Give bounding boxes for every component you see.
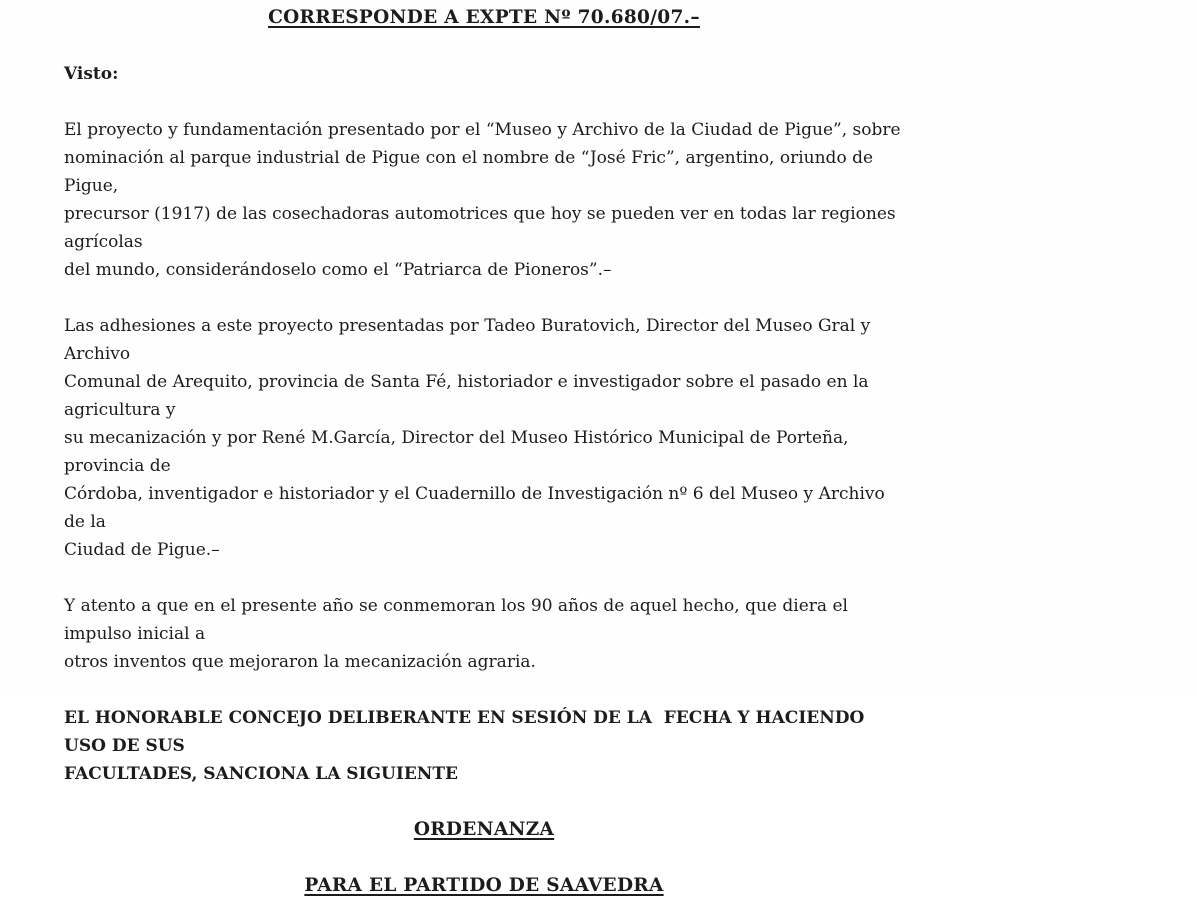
paragraph-aniversario xyxy=(64,592,904,676)
resolution-clause xyxy=(64,704,904,788)
paragraph-adhesiones xyxy=(64,312,904,564)
resolution-line: FACULTADES, SANCIONA LA SIGUIENTE xyxy=(64,764,458,784)
paragraph-proyecto xyxy=(64,116,904,284)
visto-label: Visto: xyxy=(64,64,119,84)
paragraph-line: su mecanización y por René M.García, Director del Museo Histórico Municipal de Porteña, provincia de xyxy=(64,428,854,476)
paragraph-line: precursor (1917) de las cosechadoras automotrices que hoy se pueden ver en todas lar regiones agrícolas xyxy=(64,204,902,252)
document-header-title: CORRESPONDE A EXPTE Nº 70.680/07.– xyxy=(268,7,700,28)
paragraph-line: Y atento a que en el presente año se conmemoran los 90 años de aquel hecho, que diera el impulso inicial a xyxy=(64,596,854,644)
paragraph-line: Las adhesiones a este proyecto presentadas por Tadeo Buratovich, Director del Museo Gral y Archivo xyxy=(64,316,876,364)
paragraph-line: Ciudad de Pigue.– xyxy=(64,540,220,560)
paragraph-line: nominación al parque industrial de Pigue con el nombre de “José Fric”, argentino, oriundo de Pigue, xyxy=(64,148,879,196)
partido-subtitle: PARA EL PARTIDO DE SAAVEDRA xyxy=(304,875,664,896)
resolution-line: EL HONORABLE CONCEJO DELIBERANTE EN SESIÓN DE LA FECHA Y HACIENDO USO DE SUS xyxy=(64,708,871,756)
paragraph-line: Córdoba, inventigador e historiador y el Cuadernillo de Investigación nº 6 del Museo y Archivo de la xyxy=(64,484,891,532)
paragraph-line: Comunal de Arequito, provincia de Santa Fé, historiador e investigador sobre el pasado en la agricultura y xyxy=(64,372,874,420)
paragraph-line: El proyecto y fundamentación presentado por el “Museo y Archivo de la Ciudad de Pigue”, sobre xyxy=(64,120,901,140)
ordenanza-title: ORDENANZA xyxy=(413,819,555,840)
document-body xyxy=(64,0,904,900)
paragraph-line: del mundo, considerándoselo como el “Patriarca de Pioneros”.– xyxy=(64,260,612,280)
paragraph-line: otros inventos que mejoraron la mecanización agraria. xyxy=(64,652,536,672)
